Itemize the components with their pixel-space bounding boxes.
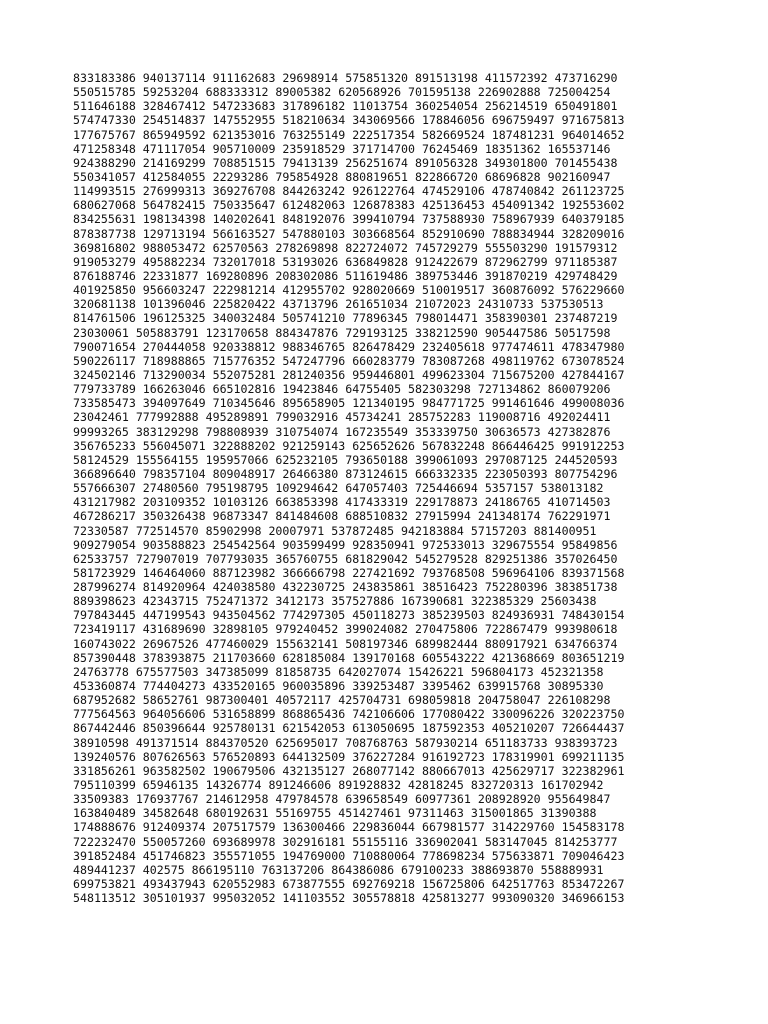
number-line: 23042461 777992888 495289891 799032916 45734241 285752283 119008716 492024411 — [73, 410, 611, 425]
number-line: 834255631 198134398 140202641 848192076 399410794 737588930 758967939 640379185 — [73, 212, 625, 227]
number-line: 489441237 402575 866195110 763137206 864386086 679100233 388693870 558889931 — [73, 862, 604, 877]
number-line: 557666307 27480560 795198795 109294642 647057403 725446694 5357157 538013182 — [73, 481, 604, 496]
number-line: 331856261 963582502 190679506 432135127 268077142 880667013 425629717 322382961 — [73, 763, 625, 778]
number-line: 795110399 65946135 14326774 891246606 891928832 42818245 832720313 161702942 — [73, 778, 604, 793]
number-line: 320681138 101396046 225820422 43713796 261651034 21072023 24310733 537530513 — [73, 297, 604, 312]
number-line: 699753821 493437943 620552983 673877555 692769218 156725806 642517763 853472267 — [73, 877, 625, 892]
number-line: 324502146 713290034 552075281 281240356 959446801 499623304 715675200 427844167 — [73, 367, 625, 382]
number-line: 590226117 718988865 715776352 547247796 660283779 783087268 498119762 673078524 — [73, 353, 625, 368]
number-line: 581723929 146464060 887123982 366666798 227421692 793768508 596964106 839371568 — [73, 565, 625, 580]
number-line: 99993265 383129298 798808939 310754074 167235549 353339750 30636573 427382876 — [73, 424, 611, 439]
number-line: 548113512 305101937 995032052 141103552 305578818 425813277 993090320 346966153 — [73, 891, 625, 906]
number-line: 467286217 350326438 96873347 841484608 688510832 27915994 241348174 762291971 — [73, 509, 611, 524]
number-line: 33509383 176937767 214612958 479784578 639658549 60977361 208928920 955649847 — [73, 792, 611, 807]
number-line: 550515785 59253204 688333312 89005382 620568926 701595138 226902888 725004254 — [73, 85, 611, 100]
number-line: 924388290 214169299 708851515 79413139 256251674 891056328 349301800 701455438 — [73, 155, 618, 170]
number-line: 62533757 727907019 707793035 365760755 681829042 545279528 829251386 357026450 — [73, 551, 618, 566]
number-line: 366896640 798357104 809048917 26466380 873124615 666332335 223050393 807754296 — [73, 466, 618, 481]
number-line: 38910598 491371514 884370520 625695017 708768763 587930214 651183733 938393723 — [73, 735, 618, 750]
number-line: 779733789 166263046 665102816 19423846 64755405 582303298 727134862 860079206 — [73, 382, 611, 397]
number-line: 401925850 956603247 222981214 412955702 928020669 510019517 360876092 576229660 — [73, 283, 625, 298]
number-line: 114993515 276999313 369276708 844263242 926122764 474529106 478740842 261123725 — [73, 184, 625, 199]
number-line: 391852484 451746823 355571055 194769000 710880064 778698234 575633871 709046423 — [73, 848, 625, 863]
number-line: 733585473 394097649 710345646 895658905 121340195 984771725 991461646 499008036 — [73, 396, 625, 411]
number-line: 24763778 675577503 347385099 81858735 642027074 15426221 596804173 452321358 — [73, 664, 604, 679]
number-line: 857390448 378393875 211703660 628185084 139170168 605543222 421368669 803651219 — [73, 650, 625, 665]
number-line: 814761506 196125325 340032484 505741210 77896345 798014471 358390301 237487219 — [73, 311, 618, 326]
number-line: 471258348 471117054 905710009 235918529 371714700 76245469 18351362 165537146 — [73, 141, 611, 156]
number-line: 797843445 447199543 943504562 774297305 450118273 385239503 824936931 748430154 — [73, 608, 625, 623]
number-line: 833183386 940137114 911162683 29698914 575851320 891513198 411572392 473716290 — [73, 71, 618, 85]
number-line: 878387738 129713194 566163527 547880103 303668564 852910690 788834944 328209016 — [73, 226, 625, 241]
number-line: 23030061 505883791 123170658 884347876 729193125 338212590 905447586 50517598 — [73, 325, 611, 340]
number-line: 723419117 431689690 32898105 979240452 399024082 270475806 722867479 993980618 — [73, 622, 618, 637]
number-line: 777564563 964056606 531658899 868865436 742106606 177080422 330096226 320223750 — [73, 707, 625, 722]
number-line: 177675767 865949592 621353016 763255149 222517354 582669524 187481231 964014652 — [73, 127, 625, 142]
number-line: 139240576 807626563 576520893 644132509 376227284 916192723 178319901 699211135 — [73, 749, 625, 764]
number-line: 680627068 564782415 750335647 612482063 126878383 425136453 454091342 192553602 — [73, 198, 625, 213]
number-line: 72330587 772514570 85902998 20007971 537872485 942183884 57157203 881400951 — [73, 523, 597, 538]
number-line: 58124529 155564155 195957066 625232105 793650188 399061093 297087125 244520593 — [73, 452, 618, 467]
number-line: 722232470 550057260 693689978 302916181 55155116 336902041 583147045 814253777 — [73, 834, 618, 849]
number-line: 687952682 58652761 987300401 40572117 425704731 698059818 204758047 226108298 — [73, 693, 611, 708]
number-line: 287996274 814920964 424038580 432230725 243835861 38516423 752280396 383851738 — [73, 580, 618, 595]
number-line: 867442446 850396644 925780131 621542053 613050695 187592353 405210207 726644437 — [73, 721, 625, 736]
number-line: 876188746 22331877 169280896 208302086 511619486 389753446 391870219 429748429 — [73, 268, 618, 283]
number-block — [73, 71, 753, 905]
number-line: 163840489 34582648 680192631 55169755 451427461 97311463 315001865 31390388 — [73, 806, 597, 821]
number-line: 511646188 328467412 547233683 317896182 11013754 360254054 256214519 650491801 — [73, 99, 618, 114]
number-line: 919053279 495882234 732017018 53193026 636849828 912422679 872962799 971185387 — [73, 254, 618, 269]
number-line: 889398623 42343715 752471372 3412173 357527886 167390681 322385329 25603438 — [73, 594, 597, 609]
number-line: 160743022 26967526 477460029 155632141 508197346 689982444 880917921 634766374 — [73, 636, 618, 651]
number-line: 369816802 988053472 62570563 278269898 822724072 745729279 555503290 191579312 — [73, 240, 618, 255]
number-line: 453360874 774404273 433520165 960035896 339253487 3395462 639915768 30895330 — [73, 679, 604, 694]
number-line: 550341057 412584055 22293286 795854928 880819651 822866720 68696828 902160947 — [73, 169, 611, 184]
number-line: 909279054 903588823 254542564 903599499 928350941 972533013 329675554 95849856 — [73, 537, 618, 552]
number-line: 356765233 556045071 322888202 921259143 625652626 567832248 866446425 991912253 — [73, 438, 625, 453]
number-line: 174888676 912409374 207517579 136300466 229836044 667981577 314229760 154583178 — [73, 820, 625, 835]
number-line: 574747330 254514837 147552955 518210634 343069566 178846056 696759497 971675813 — [73, 113, 625, 128]
number-line: 431217982 203109352 10103126 663853398 417433319 229178873 24186765 410714503 — [73, 495, 611, 510]
number-line: 790071654 270444058 920338812 988346765 826478429 232405618 977474611 478347980 — [73, 339, 625, 354]
